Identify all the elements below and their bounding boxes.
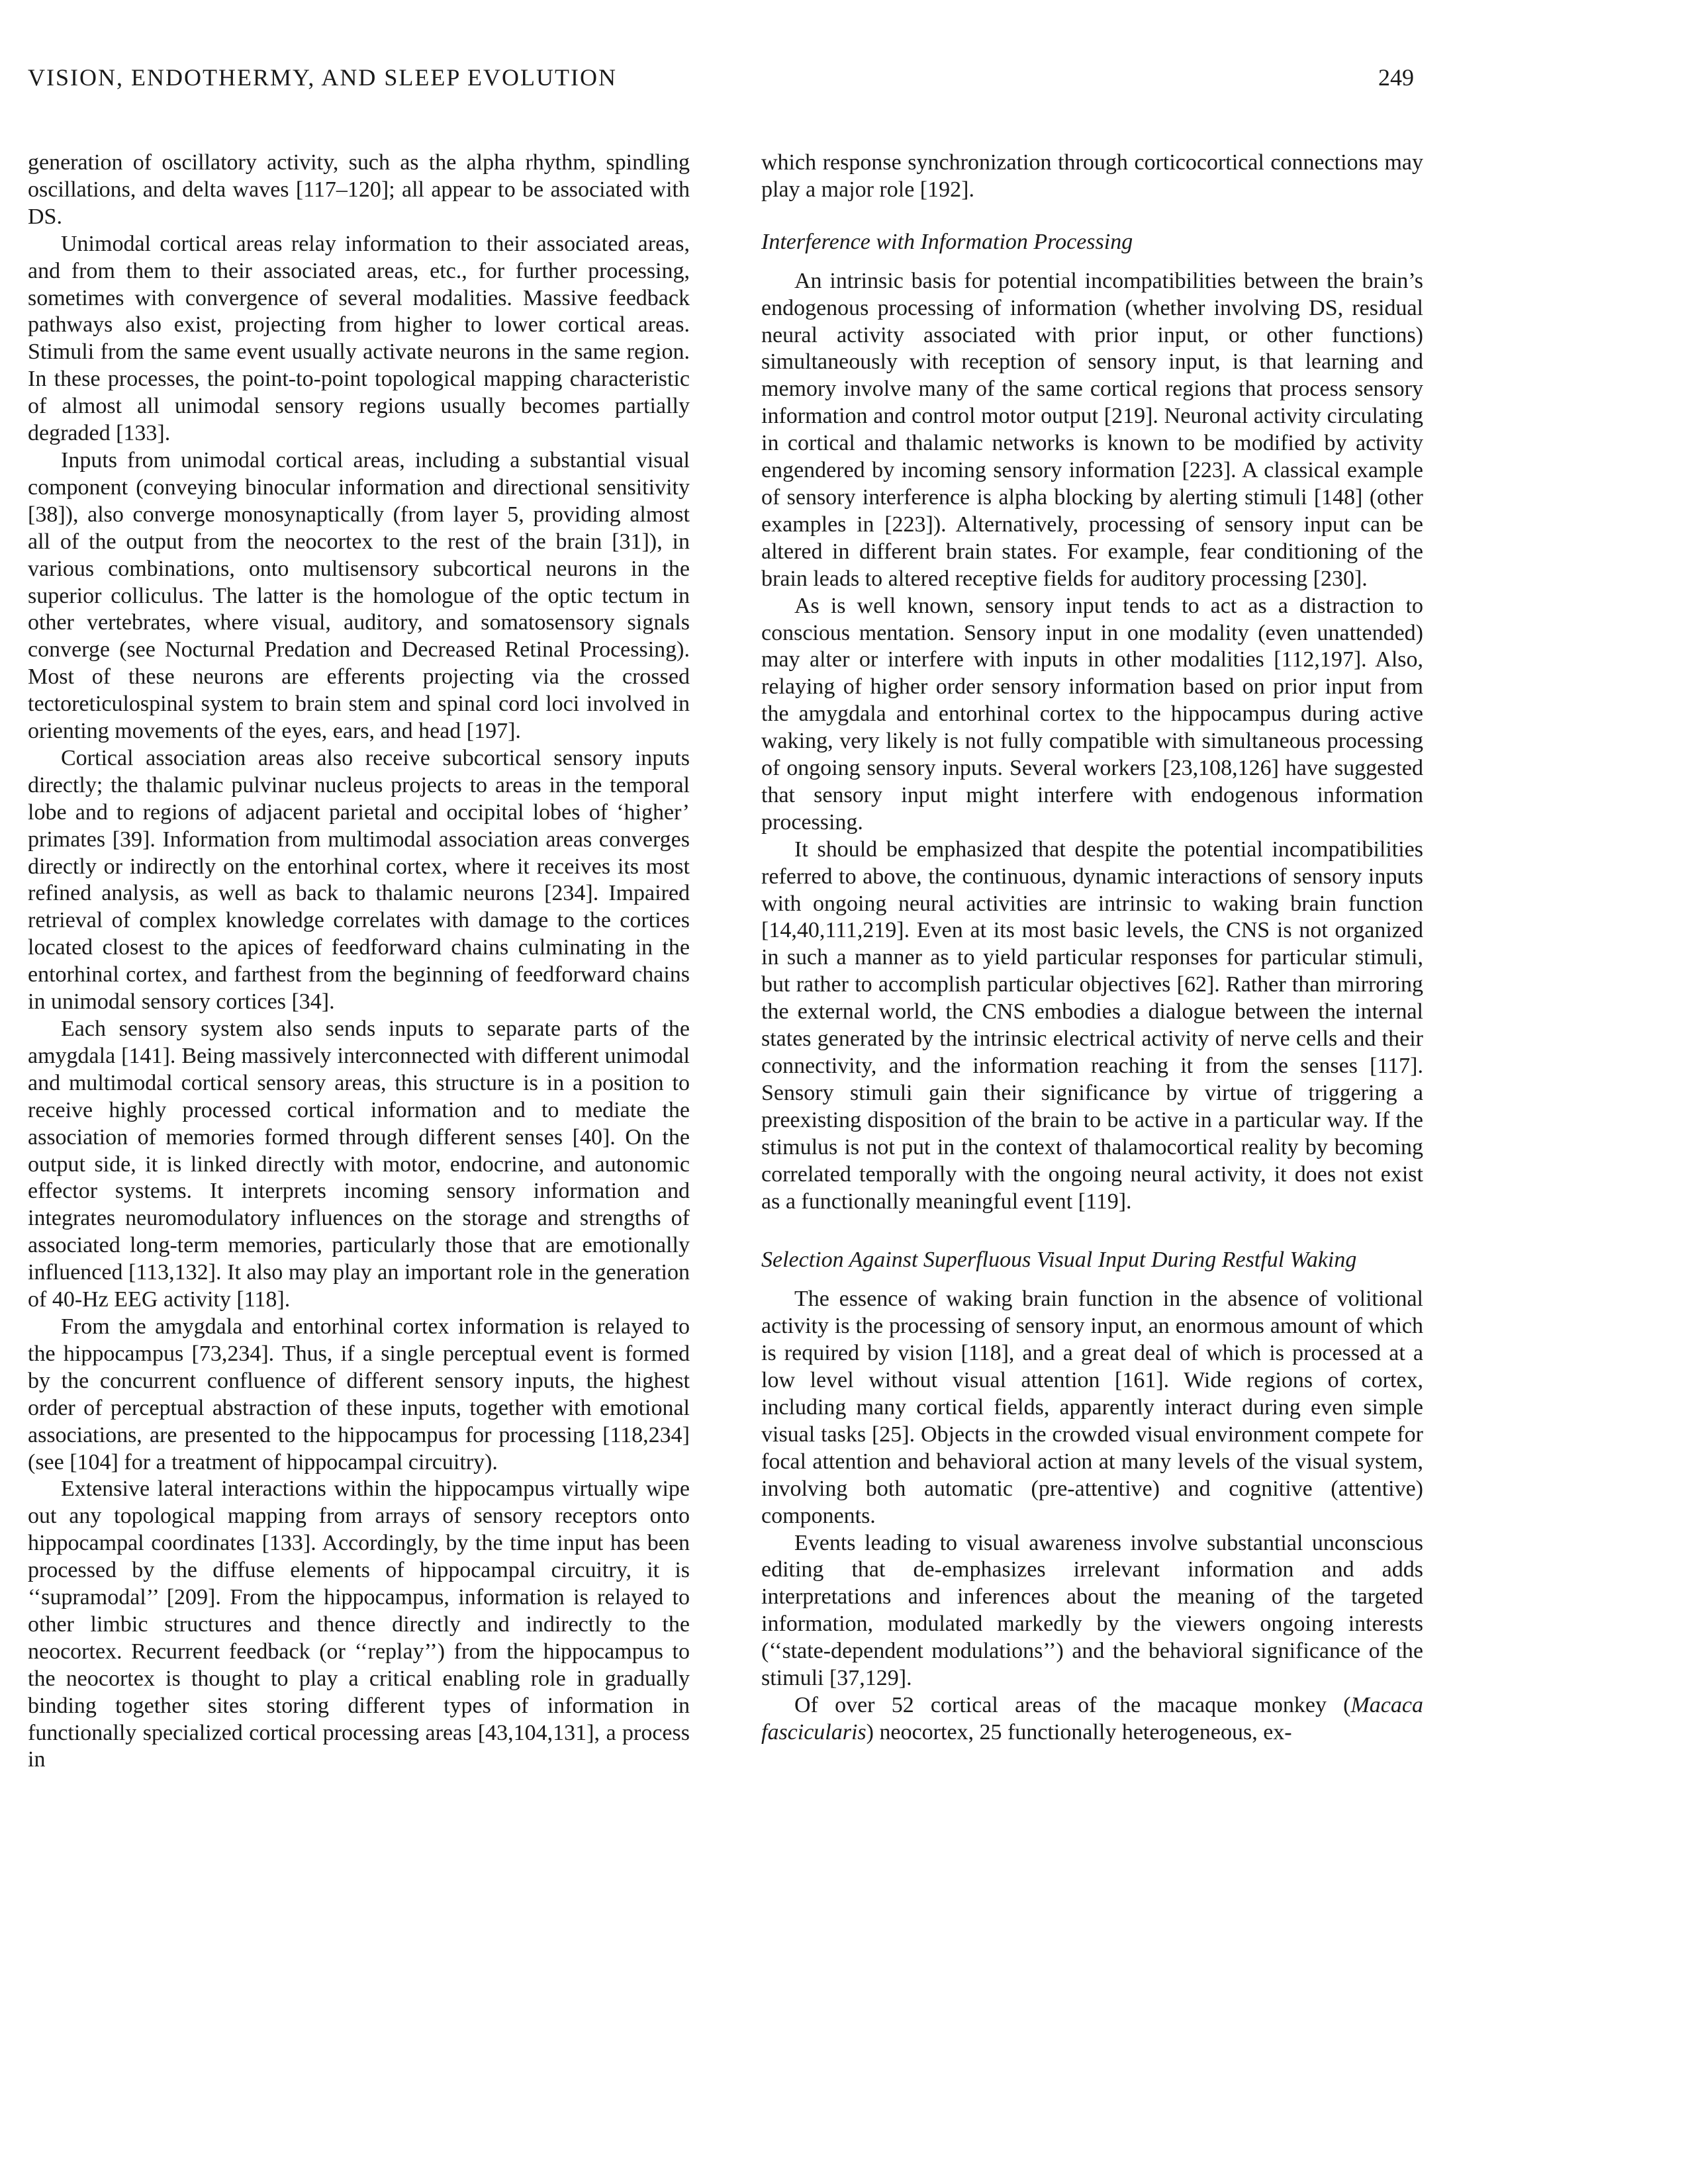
paragraph: Cortical association areas also receive subcortical sensory inputs directly; the thalamic pulvinar nucleus projects to areas in the temporal lobe and to regions of adjacent parietal and occipital lobes of ‘higher’ primates [39]. Information from multimodal association areas converges directly or indirectly on the entorhinal cortex, where it receives its most refined analysis, as well as back to thalamic neurons [234]. Impaired retrieval of complex knowledge correlates with damage to the cortices located closest to the apices of feedforward chains culminating in the entorhinal cortex, and farthest from the beginning of feedforward chains in unimodal sensory cortices [34].	[28, 745, 690, 1015]
paragraph: It should be emphasized that despite the potential incompatibilities referred to above, the continuous, dynamic interactions of sensory inputs with ongoing neural activities are intrinsic to waking brain function [14,40,111,219]. Even at its most basic levels, the CNS is not organized in such a manner as to yield particular responses for particular stimuli, but rather to accomplish particular objectives [62]. Rather than mirroring the external world, the CNS embodies a dialogue between the internal states generated by the intrinsic electrical activity of nerve cells and their connectivity, and the information reaching it from the senses [117]. Sensory stimuli gain their significance by virtue of triggering a preexisting disposition of the brain to be active in a particular way. If the stimulus is not put in the context of thalamocortical reality by becoming correlated temporally with the ongoing neural activity, it does not exist as a functionally meaningful event [119].	[761, 837, 1423, 1214]
paragraph: which response synchronization through corticocortical connections may play a major role [192].	[761, 150, 1423, 202]
text-run: ) neocortex, 25 functionally heterogeneous, ex-	[866, 1719, 1292, 1745]
left-column	[28, 150, 690, 1774]
running-title: VISION, ENDOTHERMY, AND SLEEP EVOLUTION	[28, 64, 617, 91]
paragraph: Each sensory system also sends inputs to separate parts of the amygdala [141]. Being massively interconnected with different unimodal and multimodal cortical sensory areas, this structure is in a position to receive highly processed cortical information and to mediate the association of memories formed through different senses [40]. On the output side, it is linked directly with motor, endocrine, and autonomic effector systems. It interprets incoming sensory information and integrates neuromodulatory influences on the storage and strengths of associated long-term memories, particularly those that are emotionally influenced [113,132]. It also may play an important role in the generation of 40-Hz EEG activity [118].	[28, 1017, 690, 1312]
paragraph: An intrinsic basis for potential incompatibilities between the brain’s endogenous processing of information (whether involving DS, residual neural activity associated with prior input, or other functions) simultaneously with reception of sensory input, is that learning and memory involve many of the same cortical regions that process sensory information and control motor output [219]. Neuronal activity circulating in cortical and thalamic networks is known to be modified by activity engendered by incoming sensory information [223]. A classical example of sensory interference is alpha blocking by alerting stimuli [148] (other examples in [223]). Alternatively, processing of sensory input can be altered in different brain states. For example, fear conditioning of the brain leads to altered receptive fields for auditory processing [230].	[761, 268, 1423, 591]
text-run: Of over 52 cortical areas of the macaque monkey (	[794, 1692, 1351, 1717]
paragraph: Inputs from unimodal cortical areas, including a substantial visual component (conveying binocular information and directional sensitivity [38]), also converge monosynaptically (from layer 5, providing almost all of the output from the neocortex to the rest of the brain [31]), in various combinations, onto multisensory subcortical neurons in the superior colliculus. The latter is the homologue of the optic tectum in other vertebrates, where visual, auditory, and somatosensory signals converge (see Nocturnal Predation and Decreased Retinal Processing). Most of these neurons are efferents projecting via the crossed tectoreticulospinal system to brain stem and spinal cord loci involved in orienting movements of the eyes, ears, and head [197].	[28, 447, 690, 744]
paragraph	[761, 1692, 1423, 1747]
paragraph: As is well known, sensory input tends to act as a distraction to conscious mentation. Sensory input in one modality (even unattended) may alter or interfere with inputs in other modalities [112,197]. Also, relaying of higher order sensory information based on prior input from the amygdala and entorhinal cortex to the hippocampus during active waking, very likely is not fully compatible with simultaneous processing of ongoing sensory inputs. Several workers [23,108,126] have suggested that sensory input might interfere with endogenous information processing.	[761, 593, 1423, 835]
paragraph: From the amygdala and entorhinal cortex information is relayed to the hippocampus [73,234]. Thus, if a single perceptual event is formed by the concurrent confluence of different sensory inputs, the highest order of perceptual abstraction of these inputs, together with emotional associations, are presented to the hippocampus for processing [118,234] (see [104] for a treatment of hippocampal circuitry).	[28, 1314, 690, 1475]
section-heading: Interference with Information Processing	[761, 229, 1133, 254]
paragraph: Events leading to visual awareness involve substantial unconscious editing that de-emphasizes irrelevant information and adds interpretations and inferences about the meaning of the targeted information, modulated markedly by the viewers ongoing interests (‘‘state-dependent modulations’’) and the behavioral significance of the stimuli [37,129].	[761, 1530, 1423, 1691]
section-heading: Selection Against Superfluous Visual Input During Restful Waking	[761, 1248, 1357, 1273]
page-number: 249	[1378, 64, 1414, 91]
paragraph: The essence of waking brain function in the absence of volitional activity is the processing of sensory input, an enormous amount of which is required by vision [118], and a great deal of which is processed at a low level without visual attention [161]. Wide regions of cortex, including many cortical fields, apparently interact during even simple visual tasks [25]. Objects in the crowded visual environment compete for focal attention and behavioral action at many levels of the visual system, involving both automatic (pre-attentive) and cognitive (attentive) components.	[761, 1287, 1423, 1528]
species-name: Macaca fascicularis	[761, 1692, 1423, 1745]
running-head	[28, 64, 1414, 95]
paragraph: Extensive lateral interactions within the hippocampus virtually wipe out any topological mapping from arrays of sensory receptors onto hippocampal coordinates [133]. Accordingly, by the time input has been processed by the diffuse elements of hippocampal circuitry, it is ‘‘supramodal’’ [209]. From the hippocampus, information is relayed to other limbic structures and thence directly and indirectly to the neocortex. Recurrent feedback (or ‘‘replay’’) from the hippocampus to the neocortex is thought to play a critical enabling role in gradually binding together sites storing different types of information in functionally specialized cortical processing areas [43,104,131], a process in	[28, 1477, 690, 1772]
paragraph: Unimodal cortical areas relay information to their associated areas, and from them to their associated areas, etc., for further processing, sometimes with convergence of several modalities. Massive feedback pathways also exist, projecting from higher to lower cortical areas. Stimuli from the same event usually activate neurons in the same region. In these processes, the point-to-point topological mapping characteristic of almost all unimodal sensory regions usually becomes partially degraded [133].	[28, 231, 690, 446]
right-column	[761, 150, 1423, 1747]
paragraph: generation of oscillatory activity, such as the alpha rhythm, spindling oscillations, and delta waves [117–120]; all appear to be associated with DS.	[28, 150, 690, 229]
